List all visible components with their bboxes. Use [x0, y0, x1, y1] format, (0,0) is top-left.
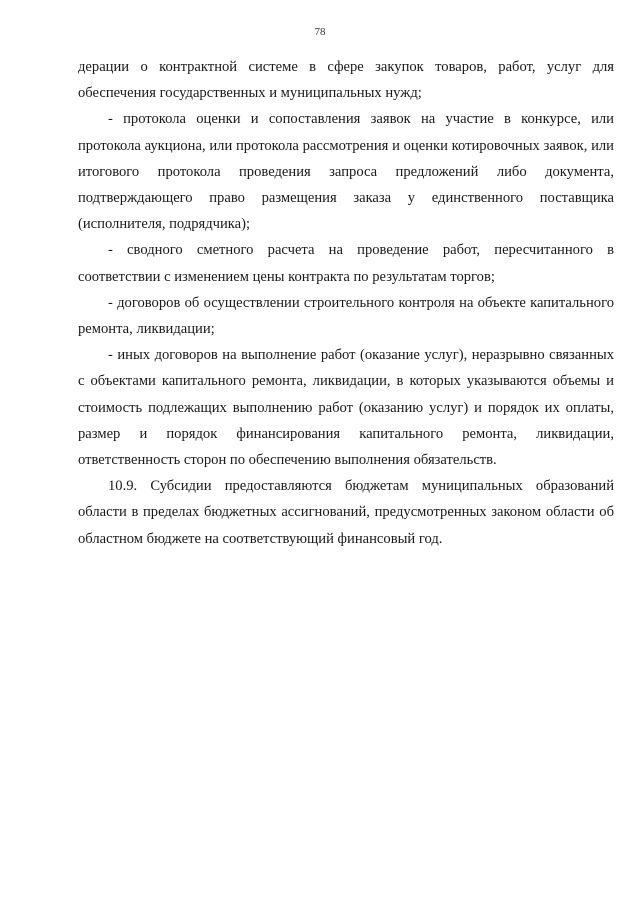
body-text — [78, 54, 614, 552]
paragraph-section-10-9: 10.9. Субсидии предоставляются бюджетам муниципальных образований области в пределах бюджетных ассигнований, предусмотренных законом области об областном бюджете на соответствующий финансовый год. — [78, 478, 614, 547]
paragraph-continuation: дерации о контрактной системе в сфере закупок товаров, работ, услуг для обеспечения государственных и муниципальных нужд; — [78, 59, 614, 102]
paragraph-other-contracts-list-item: - иных договоров на выполнение работ (оказание услуг), неразрывно связанных с объектами капитального ремонта, ликвидации, в которых указываются объемы и стоимость подлежащих выполнению работ (оказанию услуг) и порядок их оплаты, размер и порядок финансирования капитального ремонта, ликвидации, ответственность сторон по обеспечению выполнения обязательств. — [78, 347, 614, 469]
paragraph-construction-control-list-item: - договоров об осуществлении строительного контроля на объекте капитального ремонта, ликвидации; — [78, 294, 614, 338]
page-number: 78 — [314, 26, 326, 38]
paragraph-protocol-list-item: - протокола оценки и сопоставления заявок на участие в конкурсе, или протокола аукциона, или протокола рассмотрения и оценки котировочных заявок, или итогового протокола проведения запроса предложений либо документа, подтверждающего право размещения заказа у единственного поставщика (исполнителя, подрядчика); — [78, 111, 614, 233]
paragraph-estimate-list-item: - сводного сметного расчета на проведение работ, пересчитанного в соответствии с изменением цены контракта по результатам торгов; — [78, 242, 614, 285]
